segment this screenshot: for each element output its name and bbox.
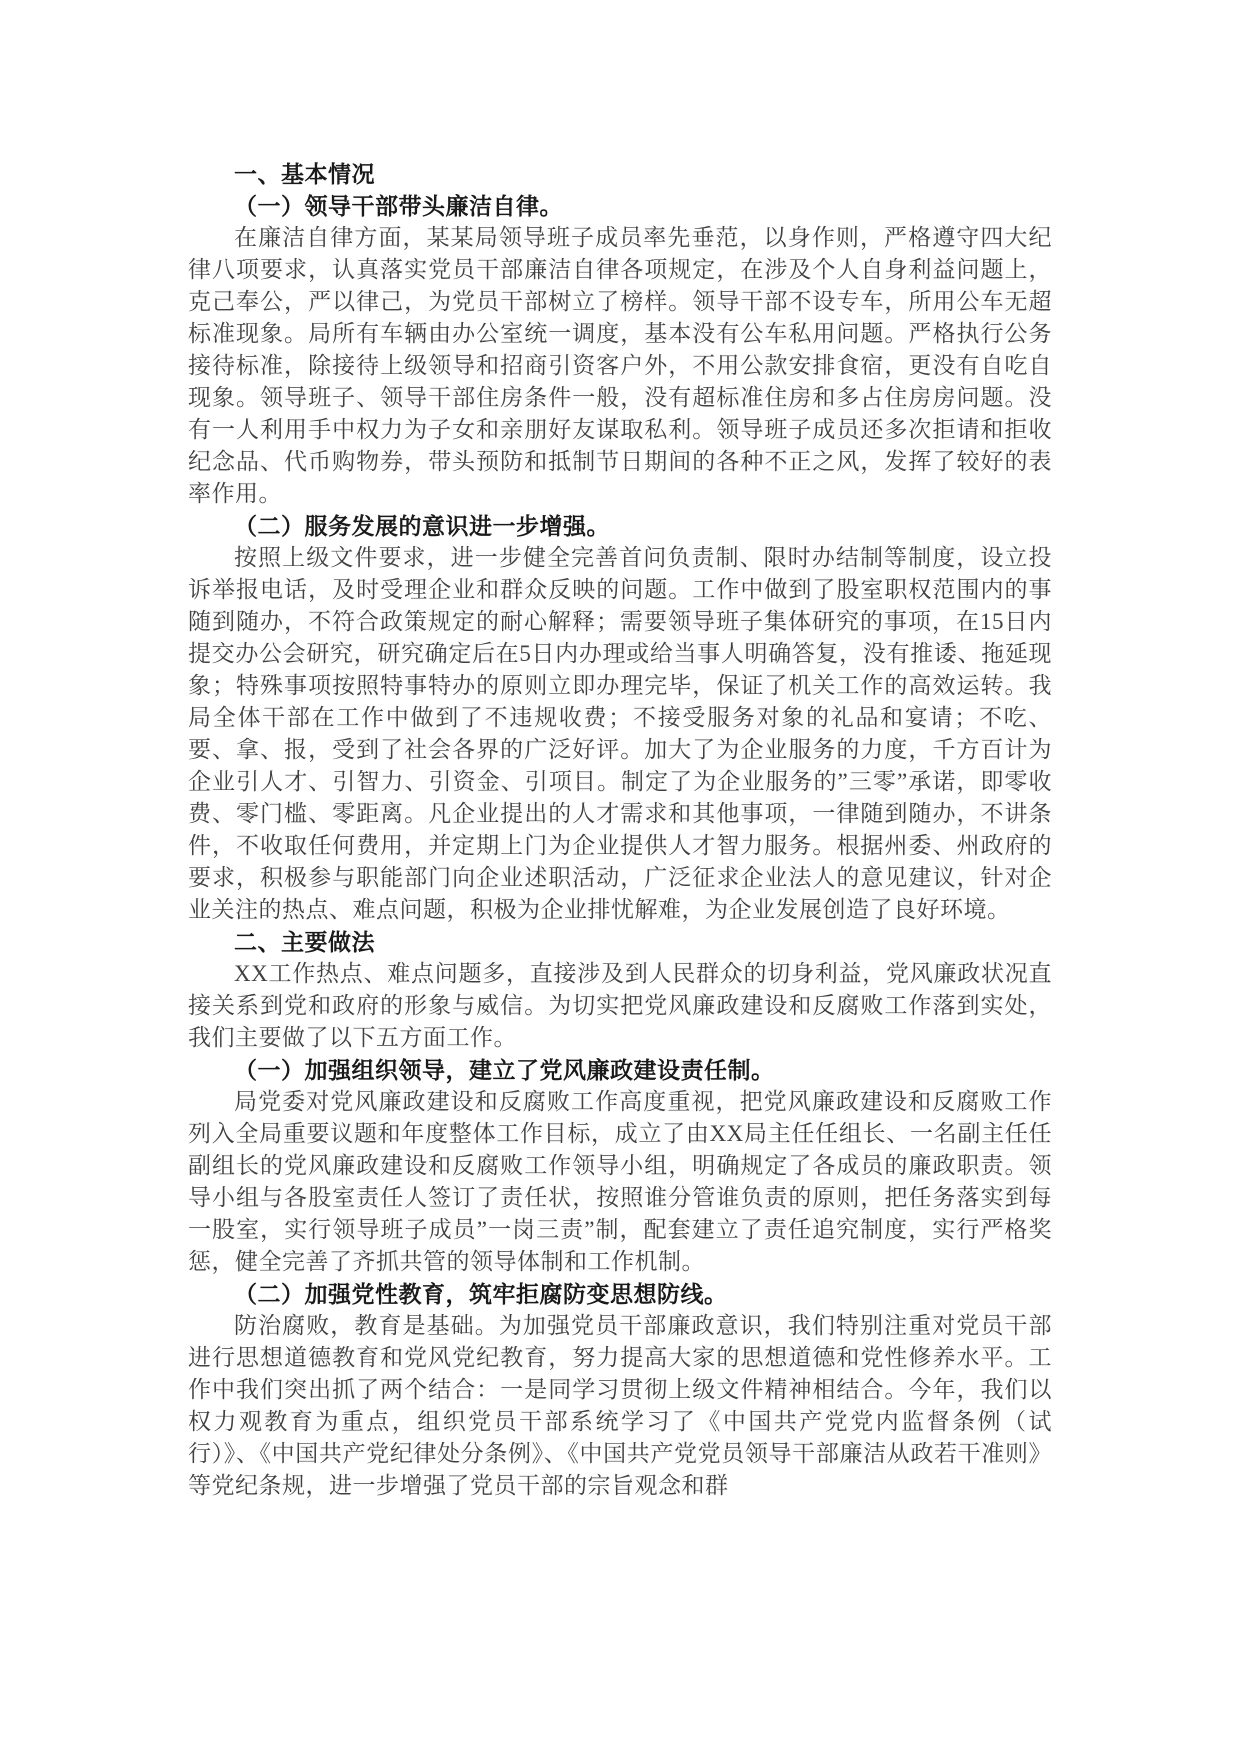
subsection-heading-1-1: （一）领导干部带头廉洁自律。 xyxy=(234,193,563,219)
body-paragraph-5: 防治腐败，教育是基础。为加强党员干部廉政意识，我们特别注重对党员干部进行思想道德教育和党风党纪教育，努力提高大家的思想道德和党性修养水平。工作中我们突出抓了两个结合：一是同学习贯彻上级文件精神相结合。今年，我们以权力观教育为重点，组织党员干部系统学习了《中国共产党党内监督条例（试行）》、《中国共产党纪律处分条例》、《中国共产党党员领导干部廉洁从政若干准则》等党纪条规，进一步增强了党员干部的宗旨观念和群 xyxy=(188,1313,1052,1498)
section-heading-2: 二、主要做法 xyxy=(234,929,375,955)
body-paragraph-4: 局党委对党风廉政建设和反腐败工作高度重视，把党风廉政建设和反腐败工作列入全局重要议题和年度整体工作目标，成立了由XX局主任任组长、一名副主任任副组长的党风廉政建设和反腐败工作领导小组，明确规定了各成员的廉政职责。领导小组与各股室责任人签订了责任状，按照谁分管谁负责的原则，把任务落实到每一股室，实行领导班子成员”一岗三责”制，配套建立了责任追究制度，实行严格奖惩，健全完善了齐抓共管的领导体制和工作机制。 xyxy=(188,1089,1052,1274)
subsection-heading-2-1: （一）加强组织领导，建立了党风廉政建设责任制。 xyxy=(234,1057,775,1083)
body-paragraph-3: XX工作热点、难点问题多，直接涉及到人民群众的切身利益，党风廉政状况直接关系到党和政府的形象与威信。为切实把党风廉政建设和反腐败工作落到实处，我们主要做了以下五方面工作。 xyxy=(188,961,1052,1050)
section-heading-1: 一、基本情况 xyxy=(234,161,375,187)
body-paragraph-1: 在廉洁自律方面，某某局领导班子成员率先垂范，以身作则，严格遵守四大纪律八项要求，认真落实党员干部廉洁自律各项规定，在涉及个人自身利益问题上，克己奉公，严以律己，为党员干部树立了榜样。领导干部不设专车，所用公车无超标准现象。局所有车辆由办公室统一调度，基本没有公车私用问题。严格执行公务接待标准，除接待上级领导和招商引资客户外，不用公款安排食宿，更没有自吃自现象。领导班子、领导干部住房条件一般，没有超标准住房和多占住房房问题。没有一人利用手中权力为子女和亲朋好友谋取私利。领导班子成员还多次拒请和拒收纪念品、代币购物券，带头预防和抵制节日期间的各种不正之风，发挥了较好的表率作用。 xyxy=(188,225,1052,506)
subsection-heading-2-2: （二）加强党性教育，筑牢拒腐防变思想防线。 xyxy=(234,1281,728,1307)
body-paragraph-2: 按照上级文件要求，进一步健全完善首问负责制、限时办结制等制度，设立投诉举报电话，及时受理企业和群众反映的问题。工作中做到了股室职权范围内的事随到随办，不符合政策规定的耐心解释；需要领导班子集体研究的事项，在15日内提交办公会研究，研究确定后在5日内办理或给当事人明确答复，没有推诿、拖延现象；特殊事项按照特事特办的原则立即办理完毕，保证了机关工作的高效运转。我局全体干部在工作中做到了不违规收费；不接受服务对象的礼品和宴请；不吃、要、拿、报，受到了社会各界的广泛好评。加大了为企业服务的力度，千方百计为企业引人才、引智力、引资金、引项目。制定了为企业服务的”三零”承诺，即零收费、零门槛、零距离。凡企业提出的人才需求和其他事项，一律随到随办，不讲条件，不收取任何费用，并定期上门为企业提供人才智力服务。根据州委、州政府的要求，积极参与职能部门向企业述职活动，广泛征求企业法人的意见建议，针对企业关注的热点、难点问题，积极为企业排忧解难，为企业发展创造了良好环境。 xyxy=(188,545,1052,922)
document-content xyxy=(188,158,1052,1502)
subsection-heading-1-2: （二）服务发展的意识进一步增强。 xyxy=(234,513,610,539)
